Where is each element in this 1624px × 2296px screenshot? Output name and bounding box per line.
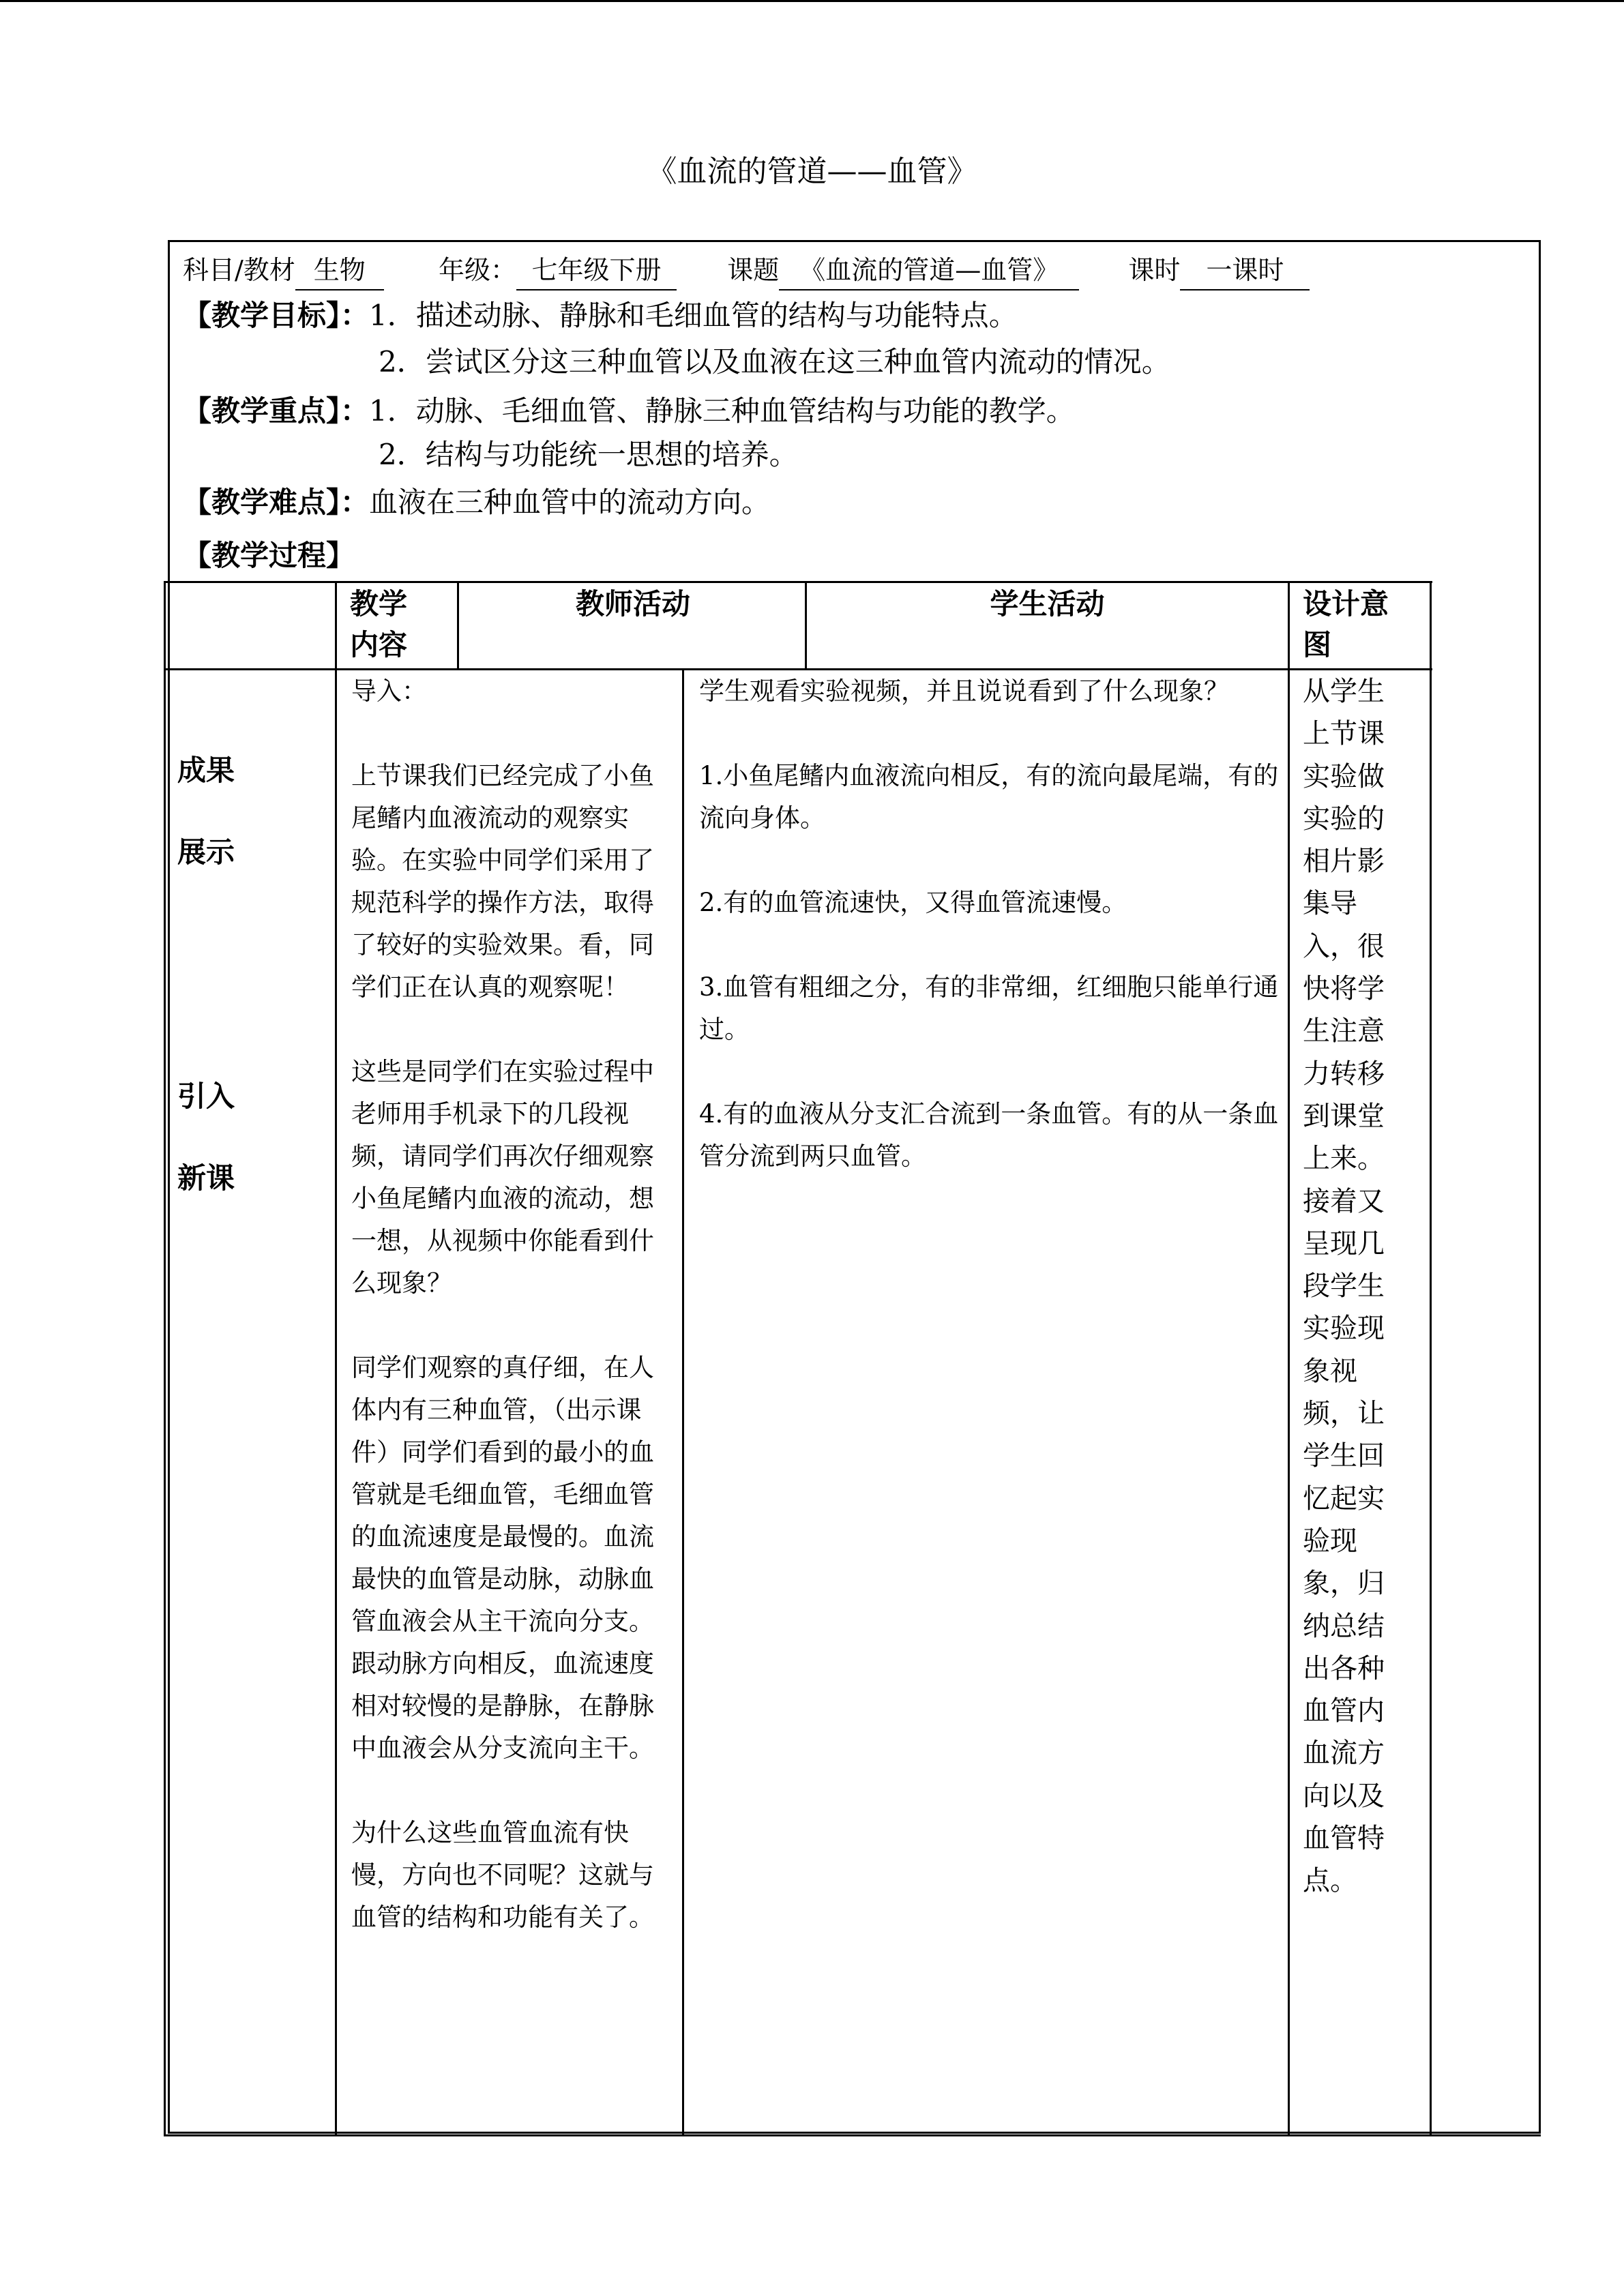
student-paragraph: 学生观看实验视频，并且说说看到了什么现象？ [699,676,1229,706]
header-intent: 设计意图 [1303,587,1389,661]
design-intent-cell: 从学生上节课实验做实验的相片影集导入，很快将学生注意力转移到课堂上来。接着又呈现几段学生实验现象视频，让学生回忆起实验现象，归纳总结出各种血管内血流方向以及血管特点。 [1303,676,1385,1897]
page-title: 《血流的管道——血管》 [647,154,977,189]
period-label: 课时 [1128,255,1181,285]
key-point-item: 1．动脉、毛细血管、静脉三种血管结构与功能的教学。 [369,394,1075,428]
student-paragraph: 1.小鱼尾鳍内血液流向相反，有的流向最尾端，有的流向身体。 [699,761,1279,833]
period-value: 一课时 [1180,251,1310,290]
teacher-paragraph: 同学们观察的真仔细，在人体内有三种血管，（出示课件）同学们看到的最小的血管就是毛细血管，毛细血管的血流速度是最慢的。血流最快的血管是动脉，动脉血管血液会从主干流向分支。跟动脉方向相反，血流速度相对较慢的是静脉，在静脉中血液会从分支流向主干。 [351,1353,654,1763]
column-divider [1288,581,1290,2136]
difficulty-text: 血液在三种血管中的流动方向。 [369,486,771,519]
student-paragraph: 4.有的血液从分支汇合流到一条血管。有的从一条血管分流到两只血管。 [699,1099,1279,1171]
goals-line-1 [183,295,1018,337]
column-divider [682,668,684,2136]
meta-line [183,251,1310,289]
subject-value: 生物 [295,251,384,290]
key-point-item: 2．结构与功能统一思想的培养。 [379,438,798,471]
table-top-border [164,581,1432,583]
process-label: 【教学过程】 [183,539,355,572]
teacher-paragraph: 这些是同学们在实验过程中老师用手机录下的几段视频，请同学们再次仔细观察小鱼尾鳍内血液的流动，想一想，从视频中你能看到什么现象？ [351,1057,654,1298]
topic-value: 《血流的管道—血管》 [779,251,1079,290]
table-left-border [164,581,166,2136]
teacher-activity-cell [351,670,672,1939]
goal-item: 2．尝试区分这三种血管以及血液在这三种血管内流动的情况。 [379,345,1170,378]
goal-item: 1．描述动脉、静脉和毛细血管的结构与功能特点。 [369,299,1018,332]
key-points-line-1 [183,390,1075,432]
teacher-paragraph: 为什么这些血管血流有快慢，方向也不同呢？这就与血管的结构和功能有关了。 [351,1818,654,1932]
page-top-border [0,0,1624,2]
header-content: 教学内容 [350,587,408,661]
table-bottom-border [164,2134,1541,2136]
difficulty-label: 【教学难点】： [183,486,370,519]
grade-value: 七年级下册 [516,251,677,290]
side-label: 引入 [177,1079,235,1113]
goals-label: 【教学目标】： [183,299,370,332]
topic-label: 课题 [727,255,780,285]
table-right-border [1430,581,1432,2136]
teacher-paragraph: 导入： [351,676,427,706]
grade-label: 年级： [439,255,517,285]
header-student: 学生活动 [990,587,1105,621]
side-label: 展示 [177,835,235,869]
student-paragraph: 3.血管有粗细之分，有的非常细，红细胞只能单行通过。 [699,972,1279,1044]
side-label: 成果 [177,754,235,787]
teacher-paragraph: 上节课我们已经完成了小鱼尾鳍内血液流动的观察实验。在实验中同学们采用了规范科学的操作方法，取得了较好的实验效果。看，同学们正在认真的观察呢！ [351,761,654,1002]
student-activity-cell [699,670,1279,1178]
difficulty-line [183,481,770,524]
column-divider [335,581,337,2136]
header-teacher: 教师活动 [575,587,690,621]
student-paragraph: 2.有的血管流速快，又得血管流速慢。 [699,888,1127,917]
side-label: 新课 [177,1161,235,1195]
subject-label: 科目/教材 [183,255,295,285]
key-points-label: 【教学重点】： [183,394,370,428]
